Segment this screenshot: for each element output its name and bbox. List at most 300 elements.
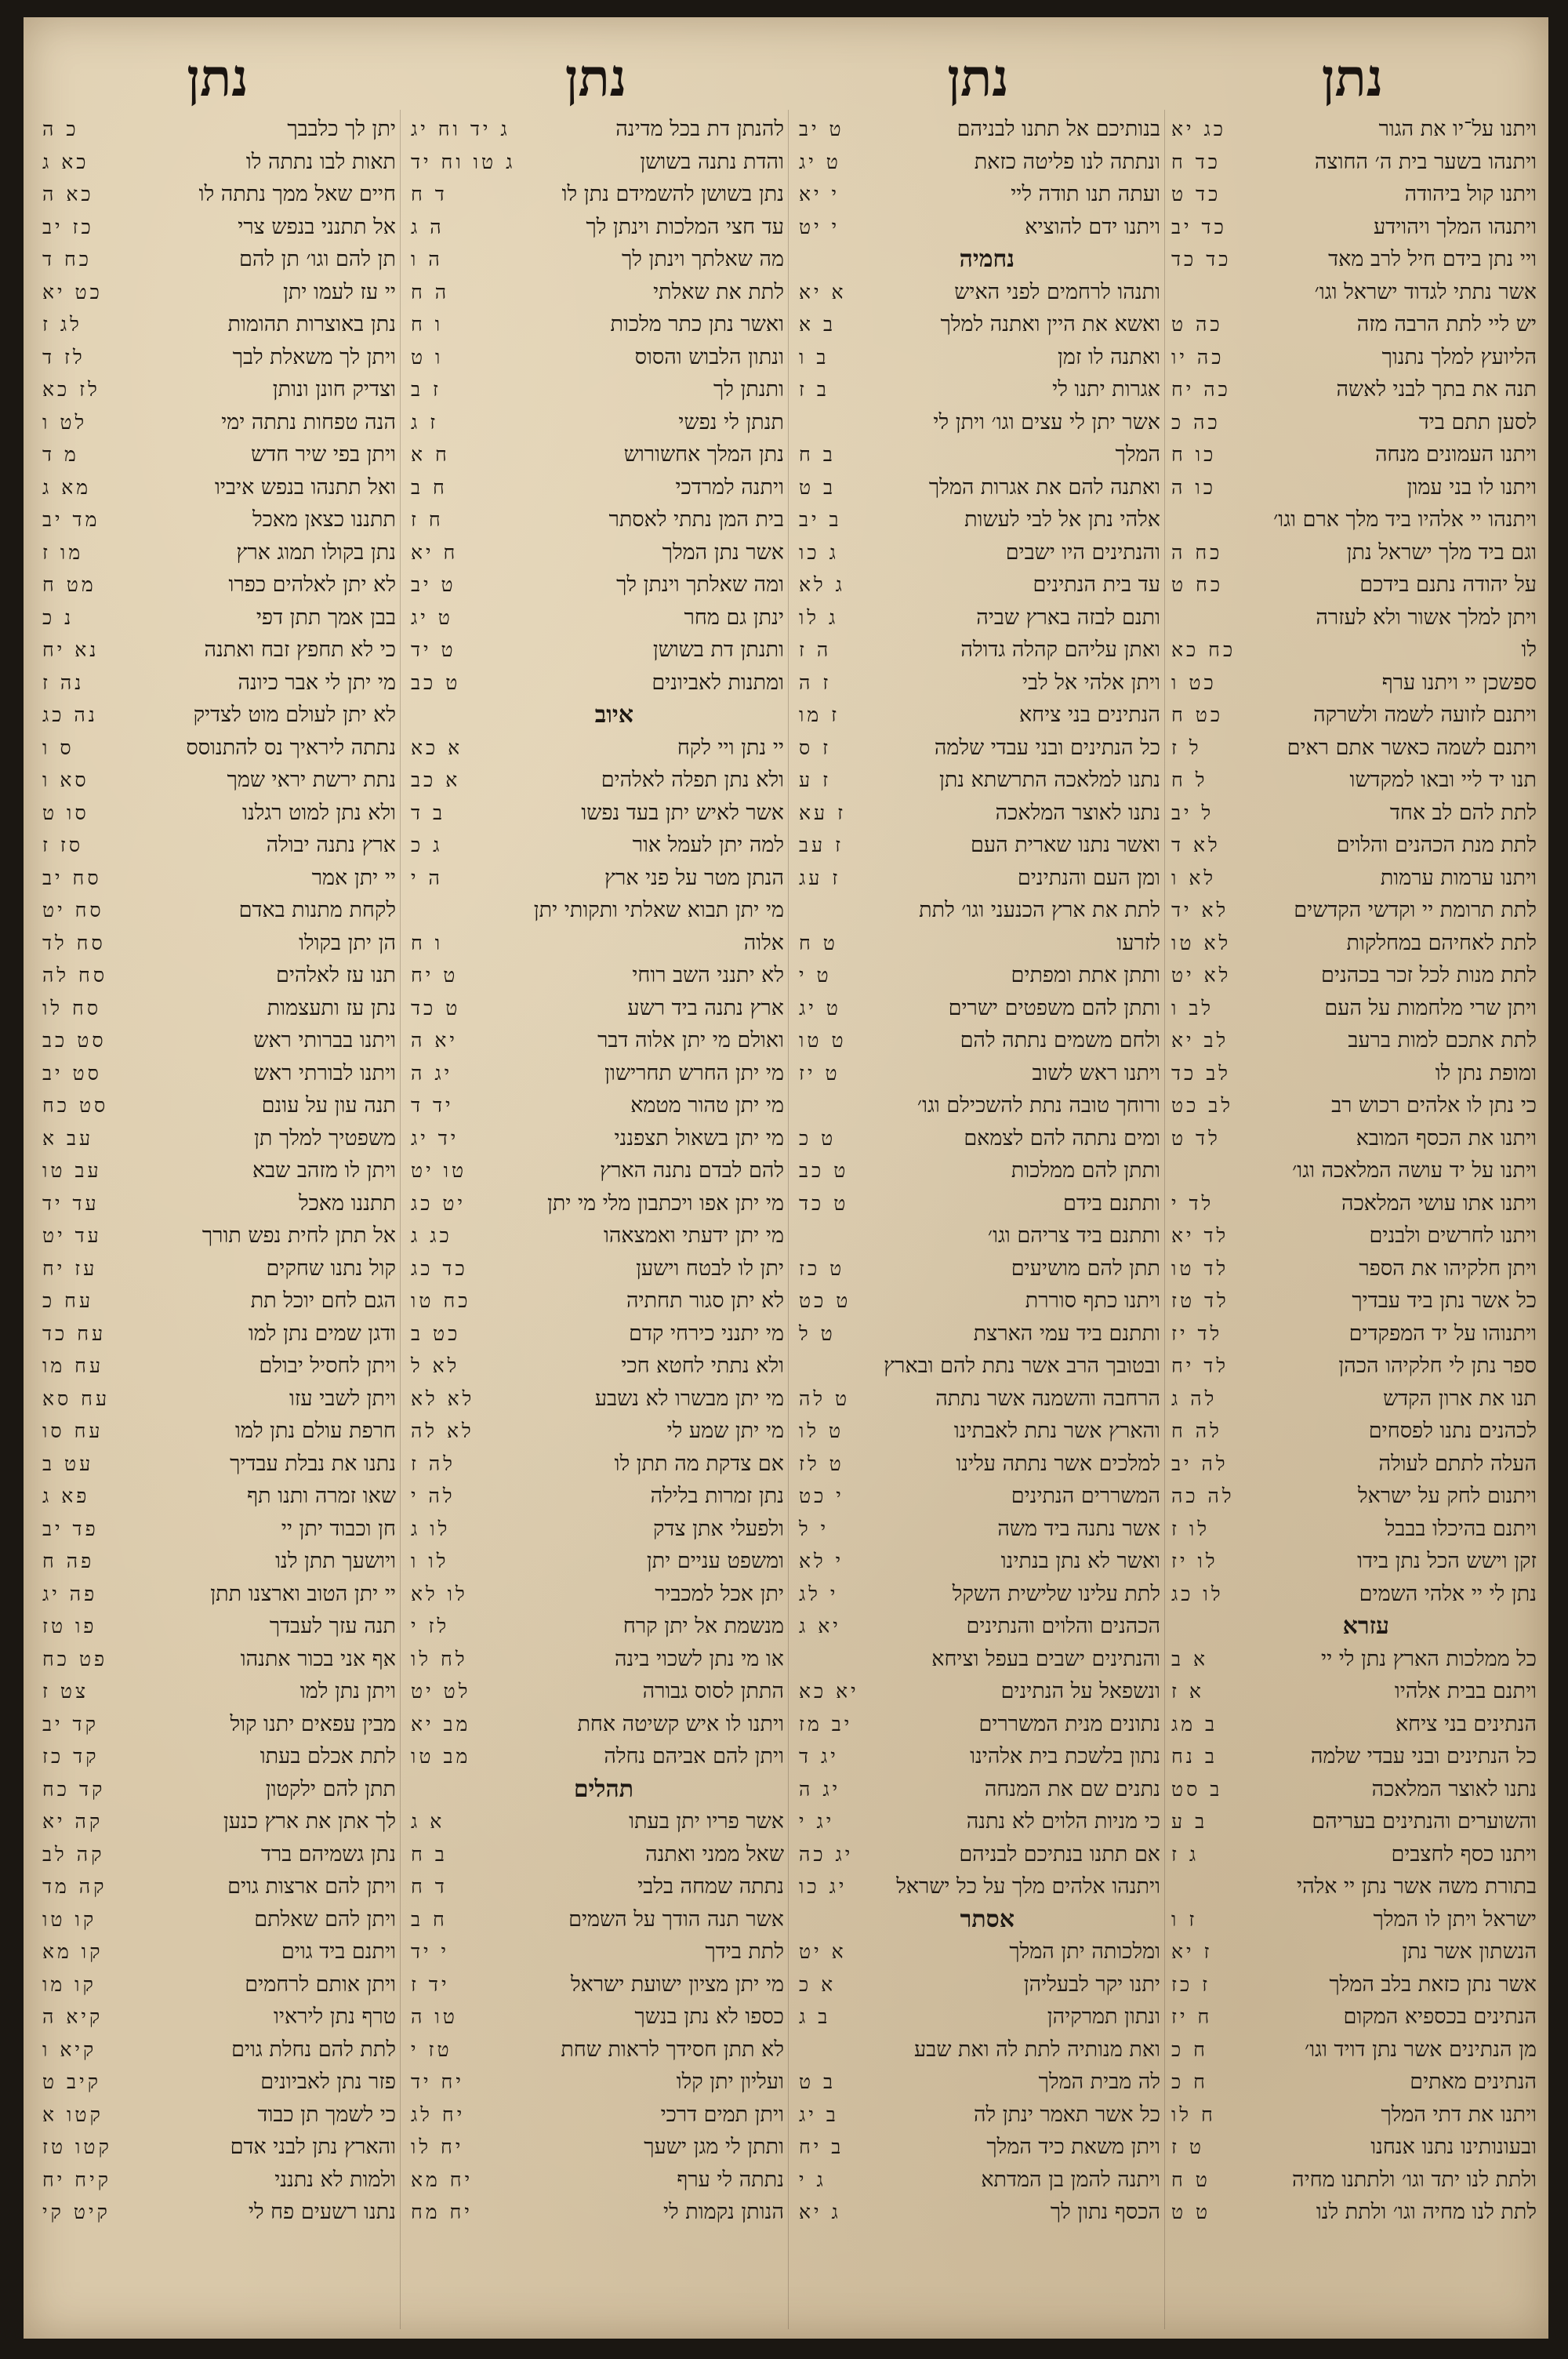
concordance-entry (796, 1545, 1160, 1578)
book-heading (1168, 1610, 1537, 1643)
entry-reference: כה כ (1171, 410, 1221, 434)
entry-reference: ט כד (799, 1191, 849, 1215)
entry-reference: לה ג (1171, 1387, 1218, 1410)
entry-text: ויתנה למרדכי (675, 474, 784, 500)
concordance-entry (39, 1903, 396, 1936)
entry-reference: לט יט (411, 1680, 471, 1703)
concordance-entry (39, 1740, 396, 1773)
entry-reference: א יא (799, 280, 847, 304)
concordance-entry (796, 1870, 1160, 1903)
entry-text: לתת מנת הכהנים והלוים (1336, 833, 1537, 857)
entry-reference: לב יא (1171, 1029, 1229, 1052)
entry-text: לא יתן לעולם מוט לצדיק (193, 703, 396, 727)
concordance-entry (39, 1578, 396, 1611)
concordance-entry (39, 146, 396, 179)
concordance-entry (796, 1936, 1160, 1968)
entry-reference: כד ט (1171, 183, 1221, 205)
entry-text: הנשתון אשר נתן (1402, 1939, 1537, 1964)
concordance-entry (1168, 667, 1537, 700)
entry-reference: ב יח (799, 2135, 844, 2158)
entry-text: הליועץ למלך נתנוך (1381, 344, 1537, 369)
concordance-entry (408, 862, 784, 895)
entry-text: ועתה תנו תודה ליי (1011, 182, 1160, 206)
entry-reference: כח טו (411, 1289, 471, 1312)
concordance-entry (408, 894, 784, 927)
concordance-entry (408, 829, 784, 862)
entry-text: ויתן שרי מלחמות על העם (1324, 995, 1537, 1020)
entry-text: הנתינים בכספיא המקום (1343, 2005, 1537, 2029)
entry-text: ותנתן לך (713, 377, 784, 402)
concordance-entry (796, 211, 1160, 244)
entry-text: יי נתן ויי לקח (677, 735, 784, 760)
entry-reference: ב א (799, 313, 836, 336)
concordance-entry (796, 1057, 1160, 1090)
entry-text: תאות לבו נתתה לו (245, 149, 396, 174)
concordance-entry (1168, 2164, 1537, 2197)
entry-reference: כח ה (1171, 540, 1223, 564)
concordance-entry (39, 1252, 396, 1285)
entry-text: זקן וישש הכל נתן בידו (1357, 1549, 1537, 1573)
entry-reference: קיא ו (42, 2037, 97, 2061)
entry-text: ויתן אלהי אל לבי (1022, 670, 1160, 695)
entry-reference: ז מו (799, 703, 840, 726)
entry-text: עזרא (1342, 1612, 1389, 1640)
entry-text: ויתנוהו על יד המפקדים (1348, 1321, 1537, 1346)
entry-text: ותנהו לרחמים לפני האיש (954, 279, 1160, 304)
entry-text: אשר לאיש יתן בעד נפשו (581, 800, 784, 825)
entry-text: אסתר (960, 1905, 1014, 1933)
entry-reference: לד ט (1171, 1126, 1221, 1150)
entry-reference: ל ז (1171, 736, 1202, 759)
entry-reference: לו ו (411, 1550, 449, 1572)
entry-reference: ב ג (799, 2005, 831, 2028)
concordance-entry (796, 1383, 1160, 1416)
entry-text: כל ממלכות הארץ נתן לי יי (1320, 1646, 1537, 1671)
concordance-entry (1168, 438, 1537, 471)
entry-text: שאו זמרה ותנו תף (247, 1484, 396, 1508)
entry-text: ולא נתן למוט רגלנו (242, 800, 396, 825)
entry-reference: ב ז (799, 378, 829, 401)
entry-reference: כד יב (1171, 215, 1227, 238)
concordance-entry (796, 1708, 1160, 1741)
concordance-page (24, 17, 1548, 2339)
concordance-entry (39, 2131, 396, 2164)
entry-reference: לו ז (1171, 1517, 1210, 1540)
concordance-entry (796, 1643, 1160, 1676)
concordance-entry (1168, 1252, 1537, 1285)
concordance-entry (1168, 732, 1537, 765)
concordance-entry (39, 1805, 396, 1838)
entry-text: המשררים הנתינים (1011, 1484, 1160, 1508)
column-4 (39, 17, 396, 2339)
concordance-entry (39, 1219, 396, 1252)
entry-reference: סח לו (42, 996, 102, 1020)
concordance-entry (39, 1936, 396, 1968)
entry-text: ותתנם ביד עמי הארצת (973, 1321, 1160, 1346)
entry-reference: עב טו (42, 1159, 102, 1182)
entry-reference: ז יא (1171, 1940, 1213, 1963)
entry-reference: טז י (411, 2037, 452, 2061)
concordance-entry (1168, 1285, 1537, 1318)
entry-reference: ז ב (411, 378, 441, 401)
concordance-entry (796, 503, 1160, 536)
entry-text: לה מבית המלך (1038, 2070, 1160, 2094)
entry-reference: לא יט (1171, 964, 1232, 987)
entry-reference: א כב (411, 769, 461, 791)
entry-reference: ו ח (411, 313, 444, 336)
entry-text: יתנו יקר לבעליהן (1023, 1972, 1160, 1997)
entry-text: הכסף נתון לך (1050, 2200, 1160, 2224)
entry-reference: נה ז (42, 671, 85, 694)
entry-text: לתת את ארץ הכנעני וגו׳ לתת (919, 898, 1160, 922)
entry-reference: יא ג (799, 1615, 841, 1637)
entry-text: והנתינים היו ישבים (1005, 540, 1160, 565)
entry-reference: קיב ט (42, 2070, 102, 2093)
entry-text: ואשר לא נתן בנתינו (1000, 1549, 1160, 1573)
concordance-entry (39, 1838, 396, 1871)
entry-text: ויתנו כסף לחצבים (1391, 1841, 1537, 1866)
concordance-entry (796, 1219, 1160, 1252)
entry-text: יש ליי לתת הרבה מזה (1356, 312, 1537, 336)
entry-reference: קה מד (42, 1875, 107, 1898)
concordance-entry (796, 1513, 1160, 1546)
concordance-entry (796, 2001, 1160, 2034)
entry-text: לא תתן חסידך לראות שחת (561, 2037, 784, 2062)
entry-text: ומים נתתה להם לצמאם (964, 1125, 1160, 1150)
entry-text: הנתינים בני ציחא (1395, 1711, 1537, 1736)
entry-text: כי מניות הלוים לא נתנה (966, 1809, 1160, 1834)
entry-reference: כט ב (411, 1321, 461, 1345)
concordance-entry (408, 2131, 784, 2164)
entry-reference: יד ז (411, 1972, 450, 1996)
concordance-entry (796, 2066, 1160, 2099)
concordance-entry (1168, 1545, 1537, 1578)
column-3 (408, 17, 784, 2339)
concordance-entry (796, 699, 1160, 732)
concordance-entry (796, 602, 1160, 634)
concordance-entry (1168, 2196, 1537, 2229)
entry-text: להנתן דת בכל מדינה (615, 117, 784, 141)
entry-reference: כד ח (1171, 150, 1221, 173)
entry-text: אלוה (743, 930, 784, 955)
entry-reference: ל יב (1171, 801, 1214, 824)
entry-text: נתן עז ותעצמות (267, 995, 396, 1020)
concordance-entry (1168, 1089, 1537, 1122)
concordance-entry (39, 211, 396, 244)
entry-text: מי יתן אפו ויכתבון מלי מי יתן (547, 1190, 784, 1216)
entry-reference: סח לה (42, 964, 108, 987)
entry-text: ומה שאלתך וינתן לך (616, 572, 784, 597)
entry-reference: לו כג (1171, 1582, 1224, 1605)
entry-reference: ט יד (411, 638, 456, 661)
entry-reference: ה ח (411, 280, 450, 304)
entry-text: נתן בשושן להשמידם נתן לו (561, 182, 784, 206)
concordance-entry (39, 1154, 396, 1187)
concordance-entry (408, 1578, 784, 1611)
entry-reference: ו ח (411, 931, 444, 954)
entry-reference: ט יב (799, 118, 844, 140)
entry-text: מי יתן תבוא שאלתי ותקותי יתן (533, 898, 784, 922)
entry-reference: כט יא (42, 280, 103, 304)
concordance-entry (39, 2164, 396, 2197)
entry-text: הרחבה והשמנה אשר נתתה (935, 1386, 1160, 1411)
concordance-entry (39, 406, 396, 439)
entry-text: ויתנו על יד עושה המלאכה וגו׳ (1292, 1158, 1537, 1183)
entry-text: לתת להם לב אחד (1389, 800, 1537, 825)
entry-reference: לד טו (1171, 1256, 1229, 1280)
entry-text: עד חצי המלכות וינתן לך (586, 214, 784, 239)
concordance-entry (796, 1415, 1160, 1448)
entry-text: נחמיה (959, 245, 1014, 273)
entry-text: ויתן להם שאלתם (254, 1906, 396, 1932)
concordance-entry (408, 1675, 784, 1708)
concordance-entry (408, 308, 784, 341)
entry-text: ויתנו לבורתי ראש (253, 1060, 396, 1085)
entry-reference: כו ה (1171, 475, 1216, 499)
concordance-entry (39, 667, 396, 700)
entry-reference: עח סו (42, 1419, 103, 1442)
entry-reference: א ז (1171, 1680, 1204, 1703)
entry-reference: לה כה (1171, 1485, 1235, 1507)
concordance-entry (796, 1740, 1160, 1773)
entry-text: טרף נתן ליראיו (273, 2005, 396, 2029)
concordance-entry (408, 178, 784, 211)
entry-text: מי יתנני כירחי קדם (629, 1321, 784, 1346)
entry-text: בתורת משה אשר נתן יי אלהי (1297, 1874, 1537, 1899)
entry-reference: קטו טז (42, 2135, 112, 2158)
concordance-entry (408, 1870, 784, 1903)
concordance-entry (39, 1870, 396, 1903)
entry-text: ויתן להם אביהם נחלה (604, 1744, 784, 1768)
entry-text: ויתן תמים דרכי (660, 2102, 784, 2127)
entry-text: ויתן להם ארצות גוים (227, 1874, 396, 1899)
entry-text: ומן העם והנתינים (1017, 865, 1160, 890)
entry-text: מי יתן ידעתי ואמצאהו (603, 1223, 784, 1248)
entry-reference: לג ז (42, 313, 82, 336)
concordance-entry (408, 1936, 784, 1968)
entry-text: ולא נתן תפלה לאלהים (601, 768, 784, 792)
concordance-entry (408, 1545, 784, 1578)
entry-text: לתת אתכם למות ברעב (1348, 1028, 1537, 1052)
concordance-entry (1168, 1513, 1537, 1546)
entry-text: ויתנו העמונים מנחה (1374, 442, 1537, 467)
entry-text: תתן להם ילקטון (265, 1776, 396, 1801)
entry-text: לא יתן לאלהים כפרו (228, 572, 396, 597)
entry-reference: לו לא (411, 1582, 468, 1605)
concordance-entry (796, 1805, 1160, 1838)
concordance-entry (796, 764, 1160, 797)
entry-reference: סו ט (42, 801, 89, 824)
entry-reference: כז יב (42, 215, 94, 238)
concordance-entry (796, 927, 1160, 960)
entry-text: ונתון הלבוש והסוס (634, 344, 784, 369)
concordance-entry (408, 1448, 784, 1481)
concordance-entry (1168, 1740, 1537, 1773)
entry-reference: ה ז (799, 638, 832, 661)
entry-reference: ט יז (799, 1061, 840, 1085)
concordance-entry (408, 1968, 784, 2001)
entry-reference: כו ח (1171, 443, 1217, 466)
concordance-entry (39, 503, 396, 536)
entry-reference: כג ג (411, 1224, 452, 1247)
entry-text: אשר נתנה ביד משה (997, 1516, 1160, 1541)
column-header: נתן (564, 47, 627, 108)
concordance-entry (796, 1318, 1160, 1350)
entry-reference: יג ה (799, 1777, 841, 1801)
entry-reference: כד כד (1171, 248, 1232, 271)
entry-text: אשר נתן המלך (662, 540, 784, 565)
entry-reference: פא ג (42, 1485, 90, 1507)
entry-text: לא יתן סגור תחתיה (626, 1289, 784, 1313)
entry-text: פזר נתן לאביונים (260, 2070, 396, 2094)
concordance-entry (408, 2196, 784, 2229)
entry-text: תנה את בתך לבני לאשה (1336, 377, 1537, 402)
entry-reference: כא ה (42, 183, 94, 205)
entry-text: מי יתן החרש תחרישון (604, 1060, 784, 1085)
entry-text: ובטובך הרב אשר נתת להם ובארץ (884, 1354, 1160, 1378)
entry-reference: לב כט (1171, 1094, 1234, 1117)
entry-reference: ב ח (411, 1842, 448, 1866)
entry-reference: לא ו (1171, 866, 1217, 889)
entry-reference: יב מז (799, 1712, 853, 1736)
entry-text: ויתנו ערמות ערמות (1380, 865, 1537, 890)
entry-text: ויתן אותם לרחמים (245, 1972, 396, 1997)
entry-text: לכהנים נתנו לפסחים (1368, 1419, 1537, 1443)
entry-reference: ט טו (799, 1029, 847, 1052)
concordance-entry (1168, 1057, 1537, 1090)
entry-text: ויתנו את דתי המלך (1381, 2102, 1537, 2127)
entry-reference: ט יב (411, 573, 456, 596)
concordance-entry (408, 927, 784, 960)
concordance-entry (408, 1024, 784, 1057)
concordance-entry (39, 1318, 396, 1350)
entry-reference: לה ח (1171, 1419, 1222, 1442)
entry-reference: פה ח (42, 1550, 95, 1572)
concordance-entry (39, 764, 396, 797)
entry-text: אגרות יתנו לי (1052, 377, 1160, 402)
entry-reference: לא ד (1171, 834, 1221, 856)
concordance-entry (39, 992, 396, 1025)
entry-text: לתת עלינו שלישית השקל (952, 1581, 1160, 1606)
entry-text: יי עז לעמו יתן (283, 279, 396, 304)
entry-reference: לב כד (1171, 1061, 1231, 1085)
entry-reference: ט לה (799, 1387, 851, 1410)
entry-reference: י יד (411, 1940, 450, 1963)
concordance-entry (1168, 2001, 1537, 2034)
entry-text: ואתנה לו זמן (1057, 344, 1160, 369)
entry-text: תנה עזך לעבדך (269, 1614, 396, 1638)
entry-reference: יג ד (799, 1745, 839, 1768)
entry-reference: עח סא (42, 1387, 111, 1410)
entry-text: ותתן לי מגן ישעך (644, 2135, 784, 2159)
concordance-entry (408, 1252, 784, 1285)
entry-reference: ג ז (1171, 1842, 1200, 1866)
entry-reference: נ כ (42, 605, 74, 629)
concordance-entry (39, 1415, 396, 1448)
entry-reference: ז ס (799, 736, 832, 759)
concordance-entry (39, 1350, 396, 1383)
book-heading (796, 243, 1160, 276)
entry-text: לך אתן את ארץ כנען (223, 1809, 396, 1834)
concordance-entry (1168, 699, 1537, 732)
entry-text: ויתנו ידם להוציא (1025, 214, 1160, 239)
entry-text: מי יתן מציון ישועת ישראל (570, 1972, 784, 1997)
concordance-entry (39, 178, 396, 211)
concordance-entry (1168, 1383, 1537, 1416)
entry-reference: לא יד (1171, 899, 1229, 921)
entry-reference: ב יג (799, 2103, 839, 2126)
entry-text: ויתנום לחק על ישראל (1358, 1484, 1537, 1508)
entry-text: תנתן לי נפשי (678, 409, 784, 434)
entry-text: ואשר נתנו שארית העם (971, 833, 1160, 857)
concordance-entry (1168, 1675, 1537, 1708)
entry-text: ויתן בפי שיר חדש (251, 442, 396, 467)
column-rule (788, 110, 789, 2329)
entry-reference: קד כז (42, 1745, 100, 1768)
concordance-entry (796, 862, 1160, 895)
concordance-entry (39, 602, 396, 634)
entry-reference: ט כד (411, 996, 461, 1020)
concordance-entry (39, 1480, 396, 1513)
entry-text: ויתנהו אלהים מלך על כל ישראל (896, 1874, 1160, 1899)
entry-reference: ח יז (1171, 2005, 1213, 2028)
entry-text: נתתה ליראיך נס להתנוסס (186, 735, 396, 760)
entry-list (408, 113, 784, 2229)
entry-text: נתתה שמחה בלבי (637, 1874, 784, 1899)
entry-reference: ד ח (411, 183, 448, 205)
entry-reference: ב ו (799, 345, 829, 369)
concordance-entry (408, 1219, 784, 1252)
concordance-entry (796, 113, 1160, 146)
entry-text: יי יתן הטוב וארצנו תתן (210, 1581, 396, 1606)
entry-text: ויי נתן בידם חיל לרב מאד (1328, 247, 1537, 271)
entry-text: נתנו את נבלת עבדיך (230, 1451, 396, 1476)
entry-reference: יג י (799, 1810, 835, 1833)
concordance-entry (1168, 1154, 1537, 1187)
entry-text: ולמות לא נתנני (274, 2167, 396, 2192)
concordance-entry (39, 1057, 396, 1090)
entry-text: נתנו לאוצר המלאכה (995, 800, 1160, 825)
concordance-entry (39, 2034, 396, 2066)
entry-text: ויתן למלך אשור ולא לעזרה (1316, 605, 1537, 630)
entry-text: לתת את שאלתי (653, 279, 784, 304)
entry-text: ישראל ויתן לו המלך (1373, 1906, 1537, 1932)
entry-list (39, 113, 396, 2229)
concordance-entry (796, 1675, 1160, 1708)
concordance-entry (796, 1024, 1160, 1057)
entry-reference: עח מו (42, 1354, 104, 1377)
entry-reference: עח כד (42, 1321, 107, 1345)
concordance-entry (1168, 406, 1537, 439)
entry-reference: כח ד (42, 248, 92, 271)
entry-text: מנשמת אל יתן קרח (622, 1614, 784, 1638)
concordance-entry (1168, 1805, 1537, 1838)
entry-text: נתון בלשכת בית אלהינו (970, 1744, 1160, 1768)
entry-text: נתנו לאוצר המלאכה (1371, 1776, 1537, 1801)
concordance-entry (408, 1903, 784, 1936)
concordance-entry (1168, 634, 1537, 667)
concordance-entry (1168, 2066, 1537, 2099)
concordance-entry (408, 2001, 784, 2034)
column-header: נתן (1321, 47, 1384, 108)
concordance-entry (408, 602, 784, 634)
entry-reference: מב יא (411, 1712, 471, 1736)
entry-text: ספשכן יי ויתנו ערף (1381, 670, 1537, 695)
entry-reference: לה י (411, 1485, 456, 1507)
entry-text: אלהי נתן אל לבי לעשות (964, 507, 1160, 532)
concordance-entry (796, 146, 1160, 179)
concordance-entry (1168, 1122, 1537, 1155)
